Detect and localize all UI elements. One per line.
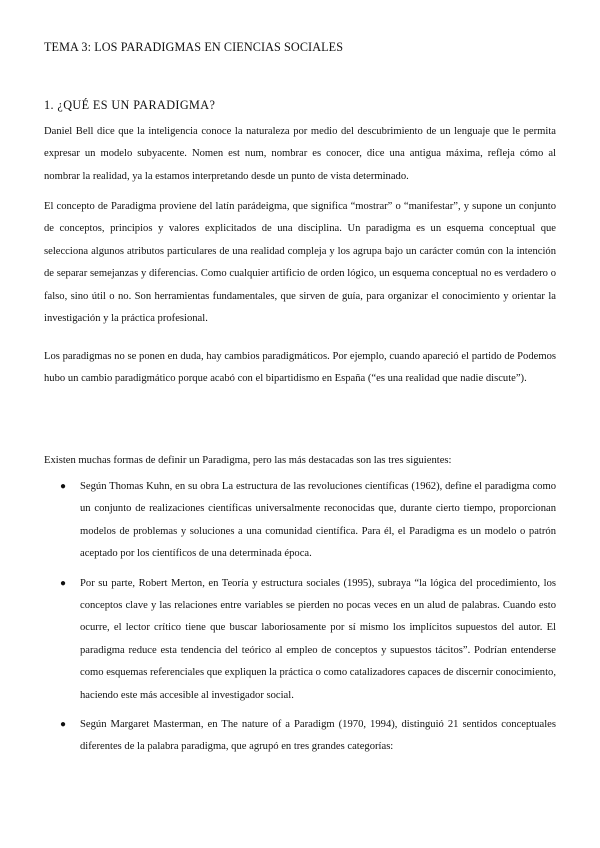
paragraph: Existen muchas formas de definir un Paradigma, pero las más destacadas son las tres siguientes: [44,455,452,466]
bullet-icon: ● [60,719,67,731]
bullet-icon: ● [60,577,67,589]
list-item-text: Según Thomas Kuhn, en su obra La estructura de las revoluciones científicas (1962), define el paradigma como un conjunto de realizaciones científicas universalmente reconocidas que, durante cierto tiempo, proporcionan modelos de problemas y soluciones a una comunidad científica. Para él, el Paradigma es un modelo o patrón aceptado por los científicos de una determinada época. [80,481,556,560]
bullet-icon: ● [60,481,67,492]
list-item [60,476,556,566]
list-item-text: Por su parte, Robert Merton, en Teoría y estructura sociales (1995), subraya “la lógica del procedimiento, los conceptos clave y las relaciones entre variables se pierden no pocas veces en un alud de palabras. Cuando esto ocurre, el lector crítico tiene que buscar laboriosamente por sí mismo los implícitos supuestos del autor. El paradigma reduce esta tendencia del teórico al empleo de conceptos y supuestos tácitos”. Podrían entenderse como esquemas referenciales que expliquen la práctica o como catalizadores capaces de discernir conocimiento, haciendo este más accesible al investigador social. [80,577,556,701]
document-title: TEMA 3: LOS PARADIGMAS EN CIENCIAS SOCIALES [44,40,344,54]
paragraph: Daniel Bell dice que la inteligencia conoce la naturaleza por medio del descubrimiento de un lenguaje que le permita expresar un modelo subyacente. Nomen est num, nombrar es conocer, dice una antigua máxima, refleja cómo al nombrar la realidad, ya la estamos interpretando desde un punto de vista determinado. [44,126,556,182]
section-heading: 1. ¿QUÉ ES UN PARADIGMA? [44,98,216,112]
paragraph: Los paradigmas no se ponen en duda, hay cambios paradigmáticos. Por ejemplo, cuando apareció el partido de Podemos hubo un cambio paradigmático porque acabó con el bipartidismo en España (“es una realidad que nadie discute”). [44,351,556,385]
paragraph: El concepto de Paradigma proviene del latín parádeigma, que significa “mostrar” o “manifestar”, y supone un conjunto de conceptos, principios y valores explicitados de una disciplina. Un paradigma es un esquema conceptual que selecciona algunos atributos particulares de una realidad compleja y los agrupa bajo un carácter común con la intención de separar semejanzas y diferencias. Como cualquier artificio de orden lógico, un esquema conceptual no es verdadero o falso, sino útil o no. Son herramientas fundamentales, que sirven de guía, para organizar el conocimiento y orientar la investigación y la práctica profesional. [44,201,556,325]
definitions-list [0,476,600,766]
list-item-text: Según Margaret Masterman, en The nature of a Paradigm (1970, 1994), distinguió 21 sentidos conceptuales diferentes de la palabra paradigma, que agrupó en tres grandes categorías: [80,719,556,753]
list-item [60,714,556,759]
list-item [60,573,556,707]
